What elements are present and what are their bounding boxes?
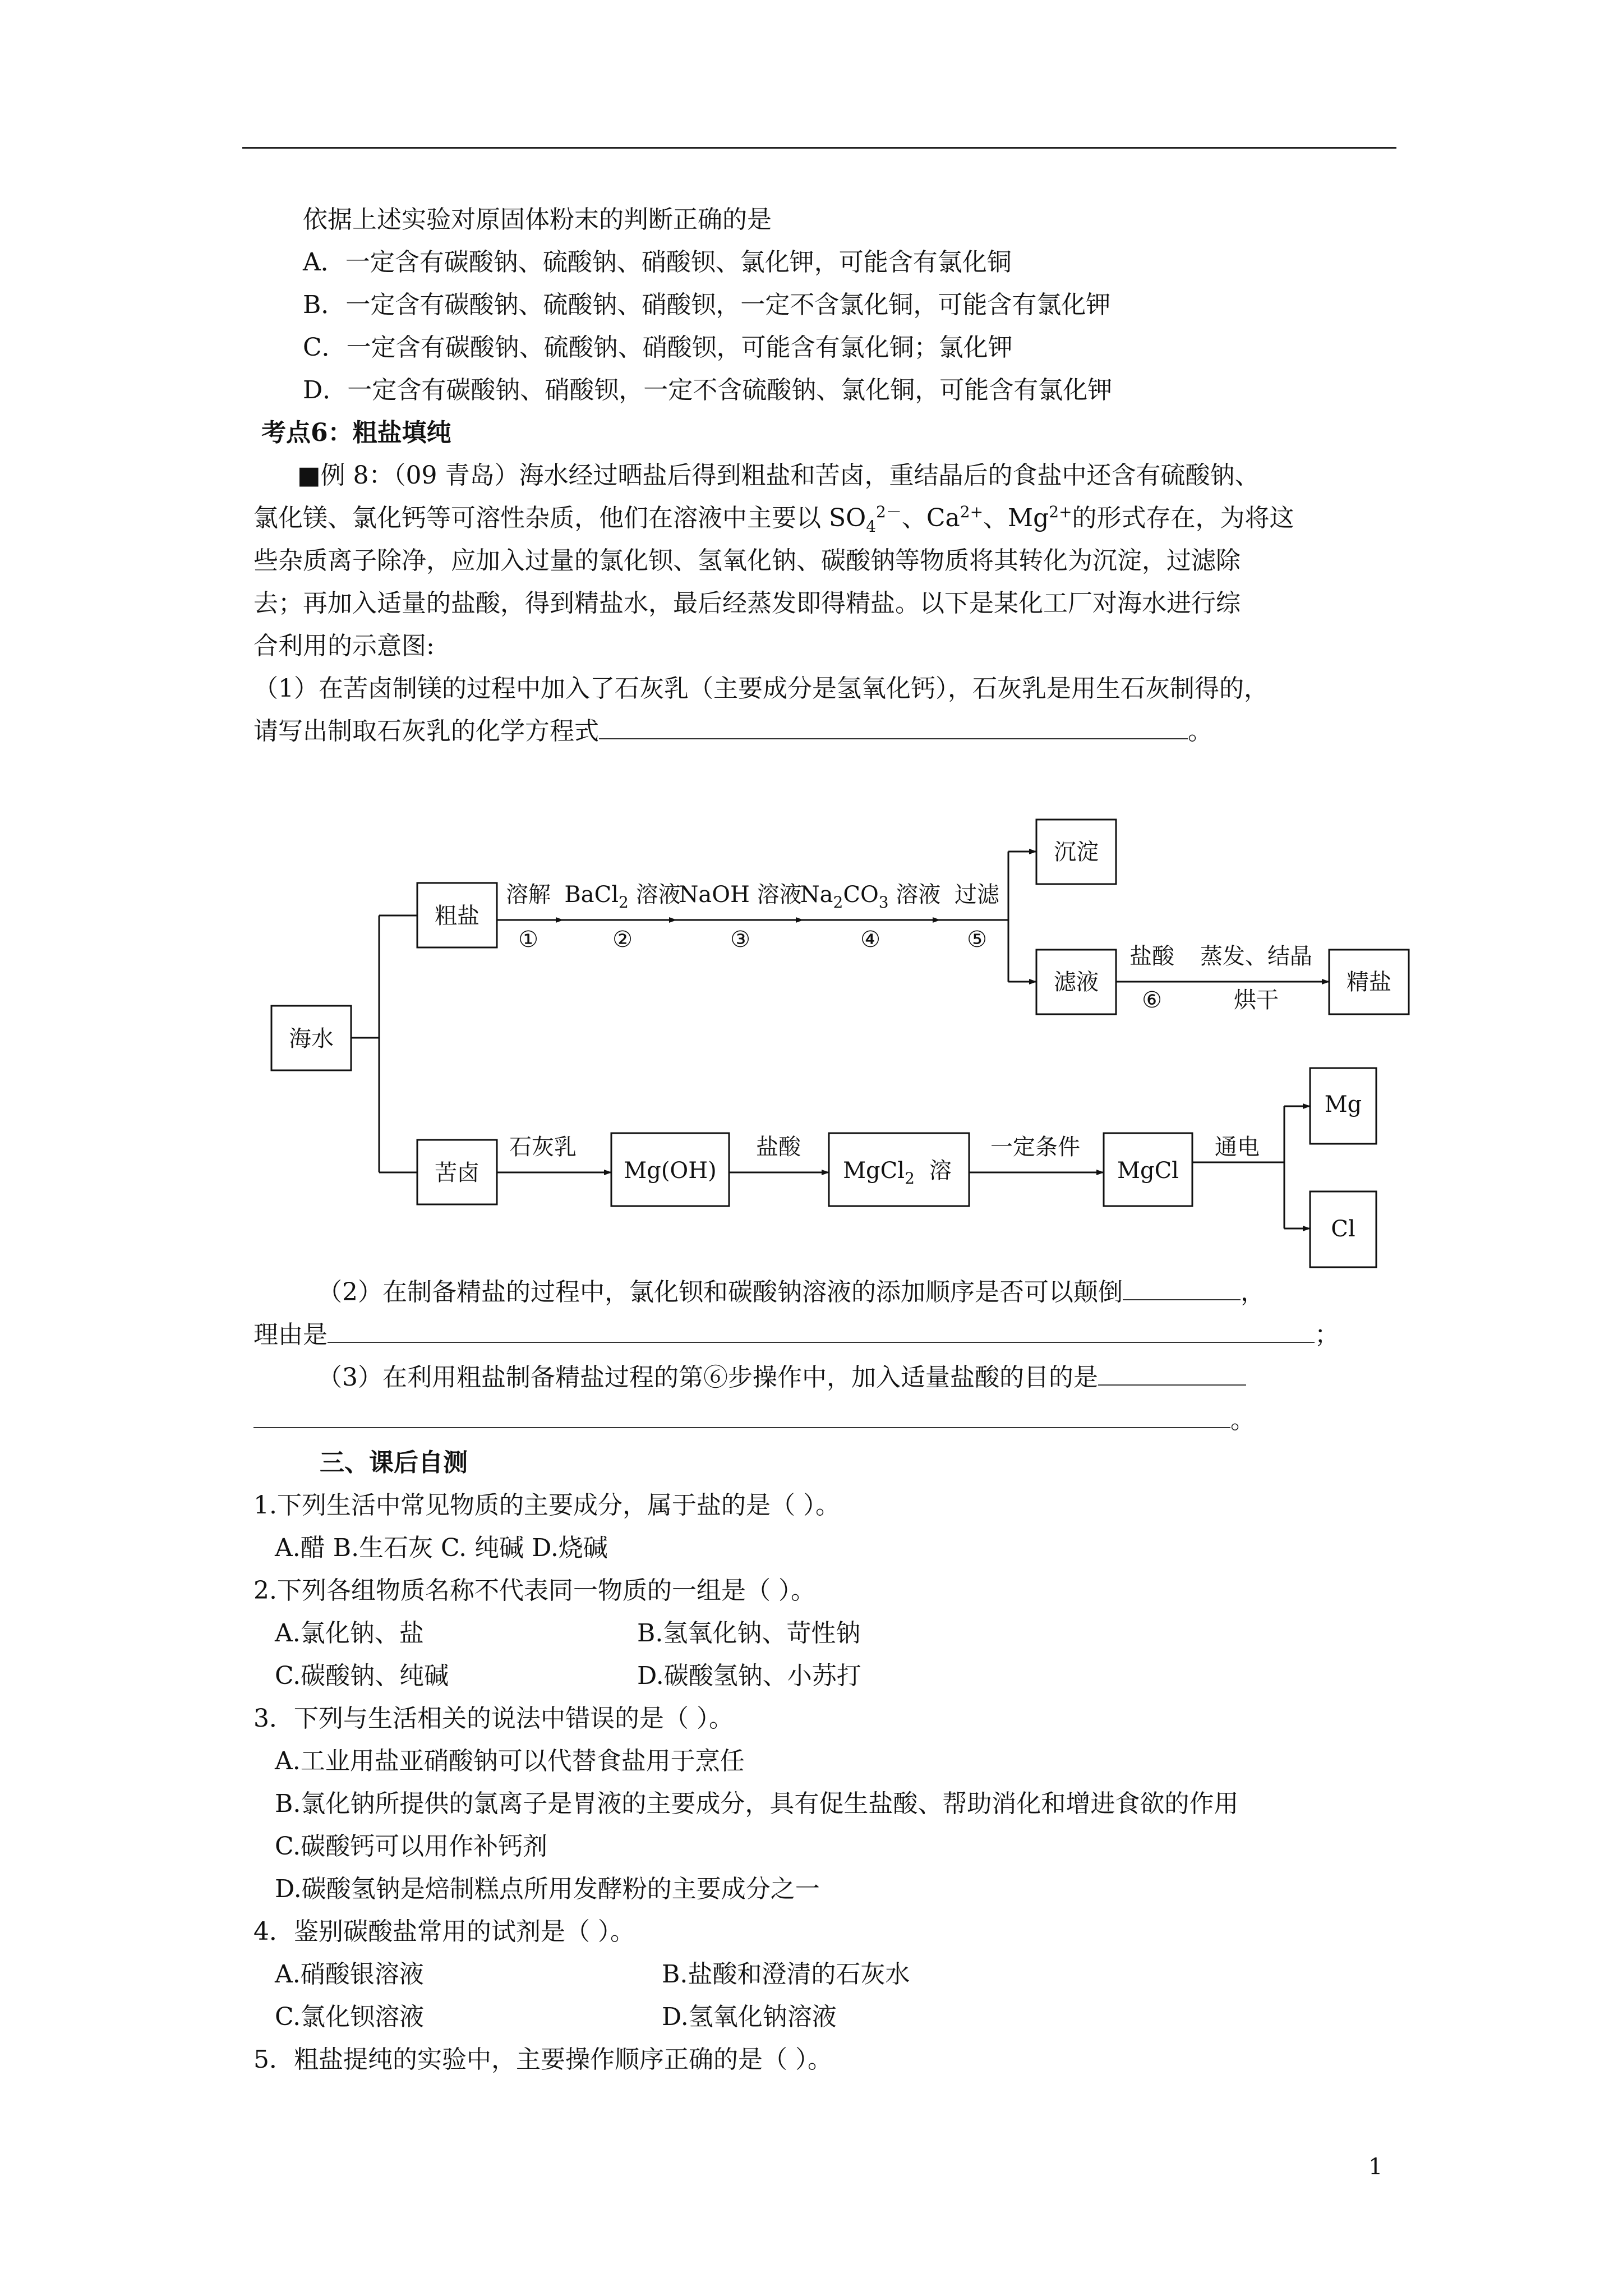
example8-line5: 合利用的示意图: [253, 632, 435, 660]
answer-blank[interactable] [1123, 1277, 1241, 1300]
label-mgcl2: MgCl$_2$ 溶 [843, 1158, 952, 1188]
label-lvye: 滤液 [1054, 969, 1099, 995]
label-honggan: 烘干 [1234, 987, 1279, 1013]
label-mg: Mg [1324, 1092, 1362, 1117]
answer-blank[interactable] [1098, 1362, 1246, 1386]
section-title-3: 三、课后自测 [320, 1448, 468, 1477]
label-shihuiru: 石灰乳 [509, 1134, 577, 1160]
quiz-q1-options: A.醋 B.生石灰 C. 纯碱 D.烧碱 [275, 1534, 608, 1562]
step-2: ② [612, 927, 633, 953]
label-mgcl: MgCl [1117, 1158, 1179, 1184]
example8-line1: ■例 8：（09 青岛）海水经过晒盐后得到粗盐和苦卤，重结晶后的食盐中还含有硫酸钠、 [297, 461, 1260, 490]
quiz-q3-option-d: D.碳酸氢钠是焙制糕点所用发酵粉的主要成分之一 [275, 1875, 820, 1903]
quiz-q4: 4．鉴别碳酸盐常用的试剂是（ ）。 [253, 1917, 635, 1946]
page-number: 1 [1368, 2154, 1383, 2180]
quiz-q2: 2.下列各组物质名称不代表同一物质的一组是（ ）。 [253, 1576, 815, 1605]
quiz-q4-option-d: D.氢氧化钠溶液 [662, 2003, 837, 2031]
step-1: ① [518, 927, 538, 953]
label-yansuan2: 盐酸 [756, 1134, 801, 1160]
quiz-q2-option-d: D.碳酸氢钠、小苏打 [637, 1662, 861, 1690]
quiz-q3-option-a: A.工业用盐亚硝酸钠可以代替食盐用于烹任 [275, 1747, 745, 1775]
prev-question-stem: 依据上述实验对原固体粉末的判断正确的是 [303, 205, 772, 234]
step-3: ③ [730, 927, 750, 953]
step-5: ⑤ [967, 927, 987, 953]
example8-q2-line2: 理由是 ； [253, 1320, 1339, 1349]
label-na2co3: $Na_2CO_3$ 溶液 [800, 882, 941, 912]
label-guolv: 过滤 [955, 882, 999, 908]
example8-q2-line1: （2）在制备精盐的过程中，氯化钡和碳酸钠溶液的添加顺序是否可以颠倒 ， [317, 1278, 1265, 1306]
quiz-q3: 3．下列与生活相关的说法中错误的是（ ）。 [253, 1704, 734, 1733]
answer-blank[interactable] [253, 1405, 1230, 1428]
answer-blank[interactable] [328, 1319, 1315, 1343]
example8-q1-line2: 请写出制取石灰乳的化学方程式 。 [253, 717, 1212, 746]
prev-option-d: D．一定含有碳酸钠、硝酸钡，一定不含硫酸钠、氯化铜，可能含有氯化钾 [303, 376, 1113, 404]
quiz-q2-option-b: B.氢氧化钠、苛性钠 [637, 1619, 861, 1648]
example8-line4: 去；再加入适量的盐酸，得到精盐水，最后经蒸发即得精盐。以下是某化工厂对海水进行综 [253, 589, 1241, 618]
quiz-q2-option-a: A.氯化钠、盐 [275, 1619, 424, 1648]
quiz-q1: 1.下列生活中常见物质的主要成分，属于盐的是（ ）。 [253, 1491, 840, 1520]
quiz-q4-option-a: A.硝酸银溶液 [275, 1960, 424, 1989]
step-4: ④ [860, 927, 880, 953]
label-zhengfa: 蒸发、结晶 [1200, 944, 1312, 969]
quiz-q4-option-c: C.氯化钡溶液 [275, 2003, 425, 2031]
prev-option-a: A．一定含有碳酸钠、硫酸钠、硝酸钡、氯化钾，可能含有氯化铜 [303, 248, 1012, 277]
example8-line3: 些杂质离子除净，应加入过量的氯化钡、氢氧化钠、碳酸钠等物质将其转化为沉淀，过滤除 [253, 546, 1241, 575]
step-6: ⑥ [1142, 987, 1162, 1013]
label-naoh: NaOH 溶液 [679, 882, 802, 908]
label-chendian: 沉淀 [1054, 839, 1099, 865]
label-bacl2: BaCl$_2$ 溶液 [564, 882, 681, 912]
quiz-q5: 5．粗盐提纯的实验中，主要操作顺序正确的是（ ）。 [253, 2045, 832, 2074]
example8-q1-line1: （1）在苦卤制镁的过程中加入了石灰乳（主要成分是氢氧化钙），石灰乳是用生石灰制得的， [253, 674, 1269, 703]
label-cl: Cl [1331, 1216, 1355, 1242]
label-yiding: 一定条件 [990, 1134, 1080, 1160]
prev-option-b: B．一定含有碳酸钠、硫酸钠、硝酸钡，一定不含氯化铜，可能含有氯化钾 [303, 291, 1111, 319]
prev-option-c: C．一定含有碳酸钠、硫酸钠、硝酸钡，可能含有氯化铜；氯化钾 [303, 333, 1013, 362]
quiz-q4-option-b: B.盐酸和澄清的石灰水 [662, 1960, 910, 1989]
label-cuyan: 粗盐 [435, 903, 479, 929]
example8-q3-line2: 。 [253, 1404, 1255, 1437]
label-mgoh: Mg(OH) [624, 1158, 717, 1184]
label-rongjie: 溶解 [506, 882, 551, 908]
example8-q3-line1: （3）在利用粗盐制备精盐过程的第⑥步操作中，加入适量盐酸的目的是 [317, 1361, 1246, 1394]
quiz-q2-option-c: C.碳酸钠、纯碱 [275, 1662, 449, 1690]
label-haishui: 海水 [289, 1026, 334, 1052]
quiz-q3-option-c: C.碳酸钙可以用作补钙剂 [275, 1832, 548, 1861]
section-title-6: 考点6：粗盐填纯 [261, 418, 451, 447]
label-yansuan: 盐酸 [1129, 944, 1174, 969]
label-kulu: 苦卤 [435, 1160, 479, 1186]
example8-line2: 氯化镁、氯化钙等可溶性杂质，他们在溶液中主要以 $SO_4^{2-}$、$Ca^{2+}$、$Mg^{2+}$的形式存在，为将这 [253, 503, 1294, 536]
label-tongdian: 通电 [1215, 1134, 1260, 1160]
quiz-q3-option-b: B.氯化钠所提供的氯离子是胃液的主要成分，具有促生盐酸、帮助消化和增进食欲的作用 [275, 1789, 1239, 1818]
label-jingyan: 精盐 [1347, 969, 1391, 995]
